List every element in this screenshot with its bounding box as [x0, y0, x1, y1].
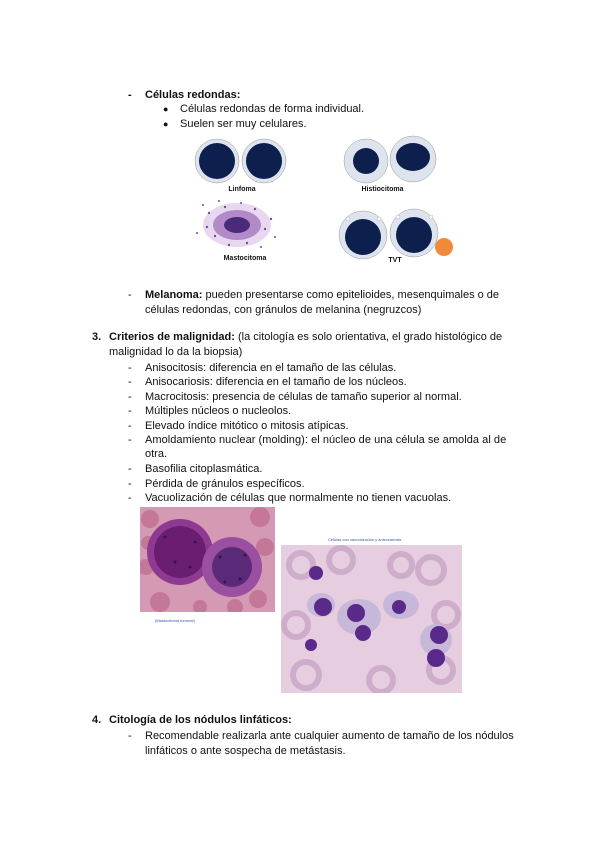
linfoma-cells	[195, 139, 286, 183]
criteria-title: Criterios de malignidad:	[109, 331, 235, 343]
criteria-intro-2: malignidad lo da la biopsia)	[109, 346, 243, 358]
criteria-item: - Vacuolización de células que normalmente no tienen vacuolas.	[145, 491, 451, 505]
round-cells-bullet-1: ● Células redondas de forma individual.	[180, 102, 364, 116]
tvt-cells	[339, 209, 453, 259]
cytology-micrograph	[281, 545, 462, 693]
criteria-item: - Amoldamiento nuclear (molding): el núcleo de una célula se amolda al de	[145, 433, 526, 447]
melanoma-title: Melanoma:	[145, 289, 203, 301]
round-cells-figure	[185, 133, 460, 268]
criteria-item: - Basofilia citoplasmática.	[145, 462, 262, 476]
criteria-item: - Pérdida de gránulos específicos.	[145, 477, 305, 491]
lymph-text-1: - Recomendable realizarla ante cualquier aumento de tamaño de los nódulos	[145, 729, 526, 743]
criteria-item: - Macrocitosis: presencia de células de tamaño superior al normal.	[145, 390, 462, 404]
label-linfoma: Linfoma	[228, 186, 256, 193]
melanoma-text-2: células redondas, con gránulos de melanina (negruzcos)	[145, 304, 422, 316]
round-cells-bullet-2: ● Suelen ser muy celulares.	[180, 117, 307, 131]
melanoma-line-1	[145, 288, 499, 302]
label-mastocitoma: Mastocitoma	[223, 255, 267, 262]
criteria-item-cont: otra.	[145, 448, 168, 460]
label-histiocitoma: Histiocitoma	[361, 186, 404, 193]
criteria-item: - Anisocariosis: diferencia en el tamaño de los núcleos.	[145, 375, 407, 389]
criteria-intro-1: (la citología es solo orientativa, el grado histológico de	[234, 331, 503, 343]
label-tvt: TVT	[388, 257, 402, 264]
criteria-item: - Anisocitosis: diferencia en el tamaño de las células.	[145, 361, 396, 375]
round-cells-title: - Células redondas:	[145, 88, 240, 102]
criteria-item: - Elevado índice mitótico o mitosis atípicas.	[145, 419, 349, 433]
mastocitoma-cells	[196, 200, 276, 248]
photo-caption-left: (Mastocitoma tumoral)	[155, 618, 195, 623]
criteria-intro-line-1	[109, 330, 525, 344]
lymph-number: 4.	[92, 714, 102, 726]
photo-caption-right: Células con vacuolización y anisocariosis	[328, 537, 402, 542]
melanoma-text-1: pueden presentarse como epitelioides, mesenquimales o de	[202, 289, 500, 301]
criteria-item: - Múltiples núcleos o nucleolos.	[145, 404, 291, 418]
lymph-text-2: linfáticos o ante sospecha de metástasis.	[145, 745, 346, 757]
lymph-title: Citología de los nódulos linfáticos:	[109, 714, 292, 726]
histiocitoma-cells	[344, 136, 436, 183]
mastocytoma-micrograph	[140, 507, 275, 612]
criteria-number: 3.	[92, 331, 102, 343]
